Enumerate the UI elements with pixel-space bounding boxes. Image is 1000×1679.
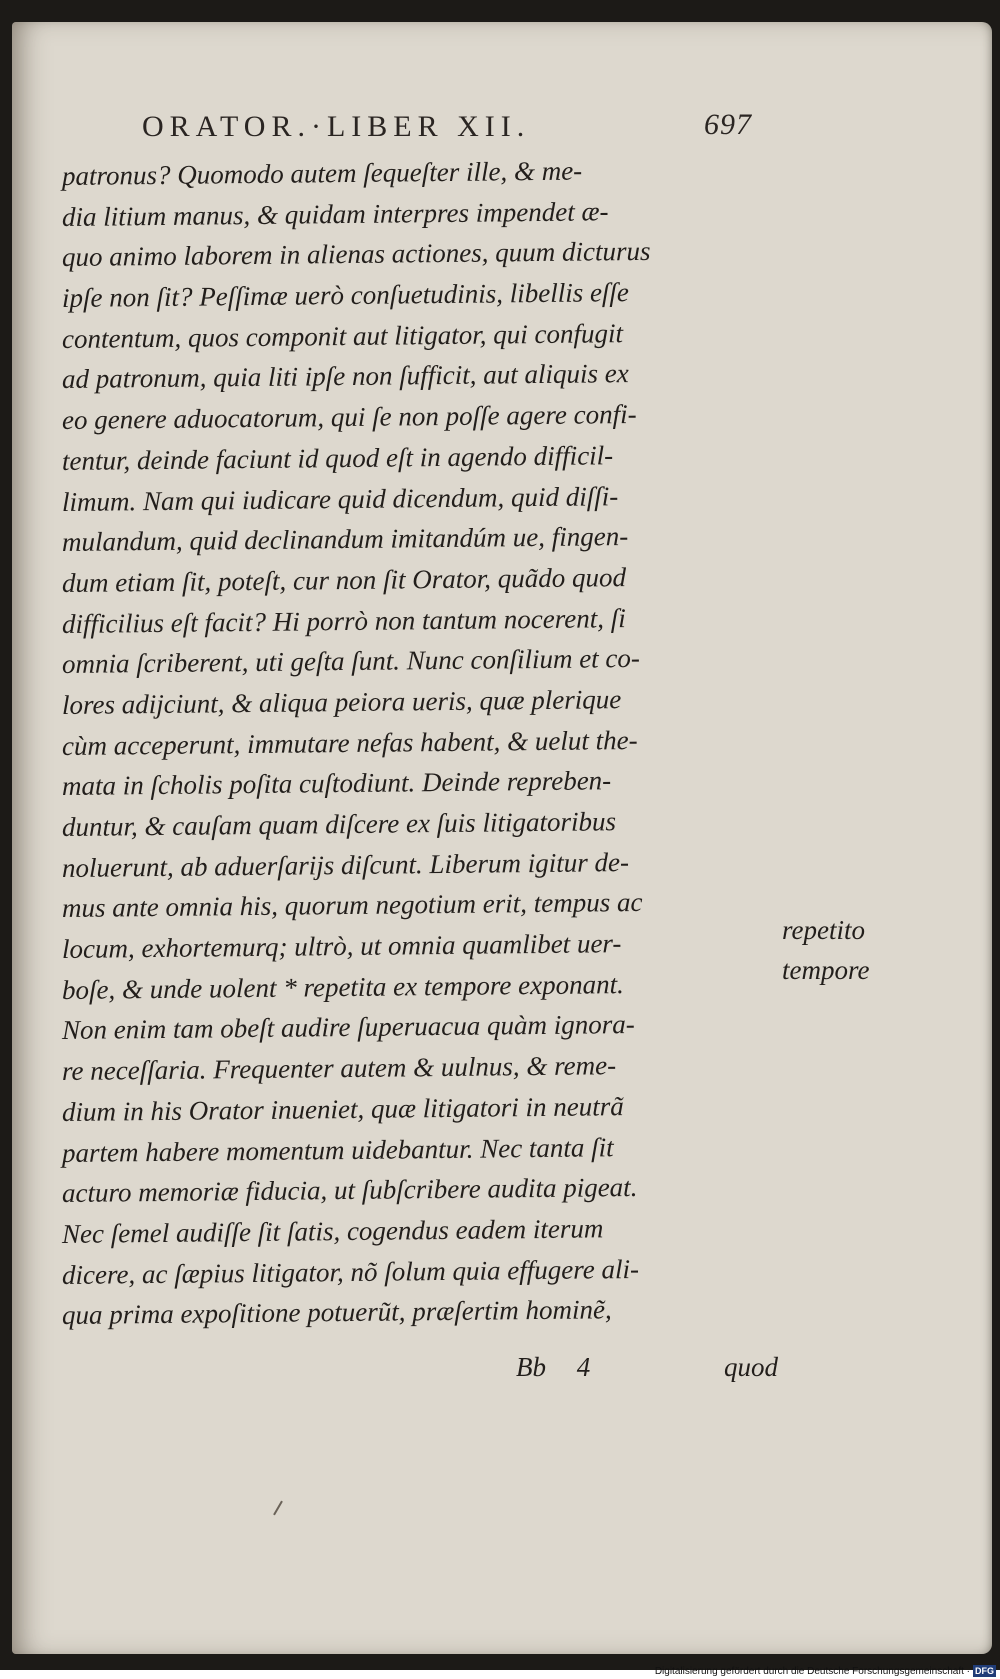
catchword: quod — [724, 1352, 778, 1382]
text-line: acturo memoriæ fiducia, ut ſubſcribere audita pigeat. — [62, 1172, 638, 1209]
text-line: dium in his Orator inueniet, quæ litigatori in neutrã — [62, 1090, 624, 1127]
text-line: mus ante omnia his, quorum negotium erit, tempus ac — [62, 887, 643, 924]
text-line: quo animo laborem in alienas actiones, quum dicturus — [62, 236, 651, 273]
text-line: limum. Nam qui iudicare quid dicendum, quid diſſi- — [62, 480, 619, 517]
text-line: patronus? Quomodo autem ſequeſter ille, & me- — [62, 155, 583, 191]
body-text — [62, 156, 772, 1336]
page-header — [142, 110, 752, 150]
margin-note-line-2: tempore — [782, 955, 870, 985]
text-line: lores adijciunt, & aliqua peiora ueris, quæ plerique — [62, 684, 622, 720]
text-line: duntur, & cauſam quam diſcere ex ſuis litigatoribus — [62, 806, 616, 842]
text-line: tentur, deinde faciunt id quod eſt in agendo difficil- — [62, 440, 614, 476]
text-line: boſe, & unde uolent * repetita ex tempore exponant. — [62, 968, 624, 1005]
text-line: dum etiam ſit, poteſt, cur non ſit Orator, quãdo quod — [62, 561, 626, 598]
text-line: partem habere momentum uidebantur. Nec tanta ſit — [62, 1131, 614, 1168]
text-line: mata in ſcholis poſita cuſtodiunt. Deinde repreben- — [62, 765, 612, 802]
text-line: cùm acceperunt, immutare nefas habent, & uelut the- — [62, 724, 638, 761]
dfg-logo: DFG — [975, 1666, 994, 1677]
footer-text: Digitalisierung gefördert durch die Deutsche Forschungsgemeinschaft · — [654, 1666, 970, 1677]
text-line: locum, exhortemurq; ultrò, ut omnia quamlibet uer- — [62, 928, 622, 965]
text-line: dicere, ac ſæpius litigator, nõ ſolum quia effugere ali- — [62, 1253, 639, 1290]
text-line: qua prima expoſitione potuerũt, præſertim hominẽ, — [62, 1294, 612, 1331]
text-line: noluerunt, ab aduerſarijs diſcunt. Liberum igitur de- — [62, 846, 629, 883]
text-line: ad patronum, quia liti ipſe non ſufficit, aut aliquis ex — [62, 358, 629, 395]
running-title: ORATOR.·LIBER XII. — [142, 110, 531, 143]
text-line: eo genere aduocatorum, qui ſe non poſſe agere confi- — [62, 399, 637, 436]
text-line: omnia ſcriberent, uti geſta ſunt. Nunc conſilium et co- — [62, 643, 640, 680]
text-line: difficilius eſt facit? Hi porrò non tantum nocerent, ſi — [62, 602, 626, 639]
text-line: ipſe non ſit? Peſſimæ uerò conſuetudinis, libellis eſſe — [62, 277, 629, 314]
book-page — [12, 22, 992, 1654]
signature-mark: Bb 4 — [516, 1352, 591, 1382]
pencil-mark — [273, 1501, 283, 1516]
text-line: Nec ſemel audiſſe ſit ſatis, cogendus eadem iterum — [62, 1213, 604, 1249]
footer-credit — [0, 1664, 996, 1679]
text-line: contentum, quos componit aut litigator, qui confugit — [62, 317, 623, 354]
page-number: 697 — [704, 108, 752, 141]
margin-note-line-1: repetito — [782, 915, 865, 945]
text-line: dia litium manus, & quidam interpres impendet æ- — [62, 195, 609, 232]
text-line: Non enim tam obeſt audire ſuperuacua quàm ignora- — [62, 1009, 635, 1046]
text-line: re neceſſaria. Frequenter autem & uulnus, & reme- — [62, 1050, 617, 1087]
text-line: mulandum, quid declinandum imitandúm ue, fingen- — [62, 521, 629, 558]
